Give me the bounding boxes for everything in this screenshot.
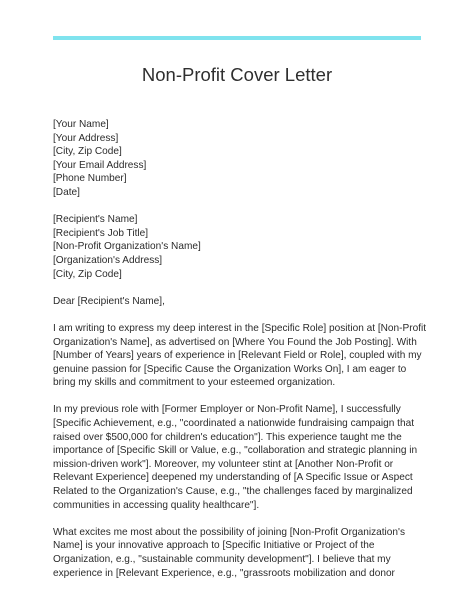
paragraph-line: Relevant Experience] deepened my understanding of [A Specific Issue or Aspect: [53, 472, 413, 484]
recipient-block: [53, 213, 423, 281]
sender-address: [Your Address]: [53, 132, 119, 144]
paragraph-line: I am writing to express my deep interest in the [Specific Role] position at [Non-Profit: [53, 322, 427, 334]
paragraph-line: [Specific Achievement, e.g., "coordinated a nationwide fundraising campaign that: [53, 418, 415, 430]
paragraph-line: Related to the Organization's Cause, e.g., "the challenges faced by marginalized: [53, 486, 413, 498]
paragraph-line: [Number of Years] years of experience in [Relevant Field or Role], coupled with my: [53, 350, 422, 362]
sender-phone: [Phone Number]: [53, 173, 127, 185]
page-title: Non-Profit Cover Letter: [141, 64, 333, 85]
recipient-name: [Recipient's Name]: [53, 214, 138, 226]
paragraph-line: What excites me most about the possibility of joining [Non-Profit Organization's: [53, 526, 406, 538]
sender-city-zip: [City, Zip Code]: [53, 146, 122, 158]
sender-email: [Your Email Address]: [53, 159, 147, 171]
sender-name: [Your Name]: [53, 119, 109, 130]
paragraph-line: raised over $500,000 for children's education"]. This experience taught me the: [53, 431, 402, 443]
letter-body: [53, 118, 427, 594]
sender-block: [53, 118, 423, 200]
recipient-job-title: [Recipient's Job Title]: [53, 227, 149, 239]
paragraph-line: experience in [Relevant Experience, e.g., "grassroots mobilization and donor: [53, 567, 395, 579]
paragraph-intro: [53, 322, 427, 390]
paragraph-motivation: [53, 526, 423, 580]
paragraph-line: Organization's Name], as advertised on [Where You Found the Job Posting]. With: [53, 336, 417, 348]
letter-date: [Date]: [53, 186, 80, 198]
paragraph-experience: [53, 403, 423, 512]
recipient-city-zip: [City, Zip Code]: [53, 268, 122, 280]
salutation: Dear [Recipient's Name],: [53, 295, 165, 307]
paragraph-line: genuine passion for [Specific Cause the Organization Works On], I am eager to: [53, 363, 407, 375]
paragraph-line: importance of [Specific Skill or Value, e.g., "collaboration and strategic planning in: [53, 445, 418, 457]
paragraph-line: Organization, e.g., "sustainable community development"]. I believe that my: [53, 554, 391, 565]
paragraph-line: bring my skills and commitment to your esteemed organization.: [53, 377, 336, 389]
paragraph-line: mission-driven work"]. Moreover, my volunteer stint at [Another Non-Profit or: [53, 458, 394, 470]
recipient-address: [Organization's Address]: [53, 254, 163, 266]
paragraph-line: In my previous role with [Former Employer or Non-Profit Name], I successfully: [53, 404, 401, 416]
paragraph-line: Name] is your innovative approach to [Specific Initiative or Project of the: [53, 540, 375, 552]
accent-bar: [53, 36, 421, 40]
recipient-organization: [Non-Profit Organization's Name]: [53, 241, 201, 253]
paragraph-line: communities in accessing quality healthcare"].: [53, 499, 260, 511]
